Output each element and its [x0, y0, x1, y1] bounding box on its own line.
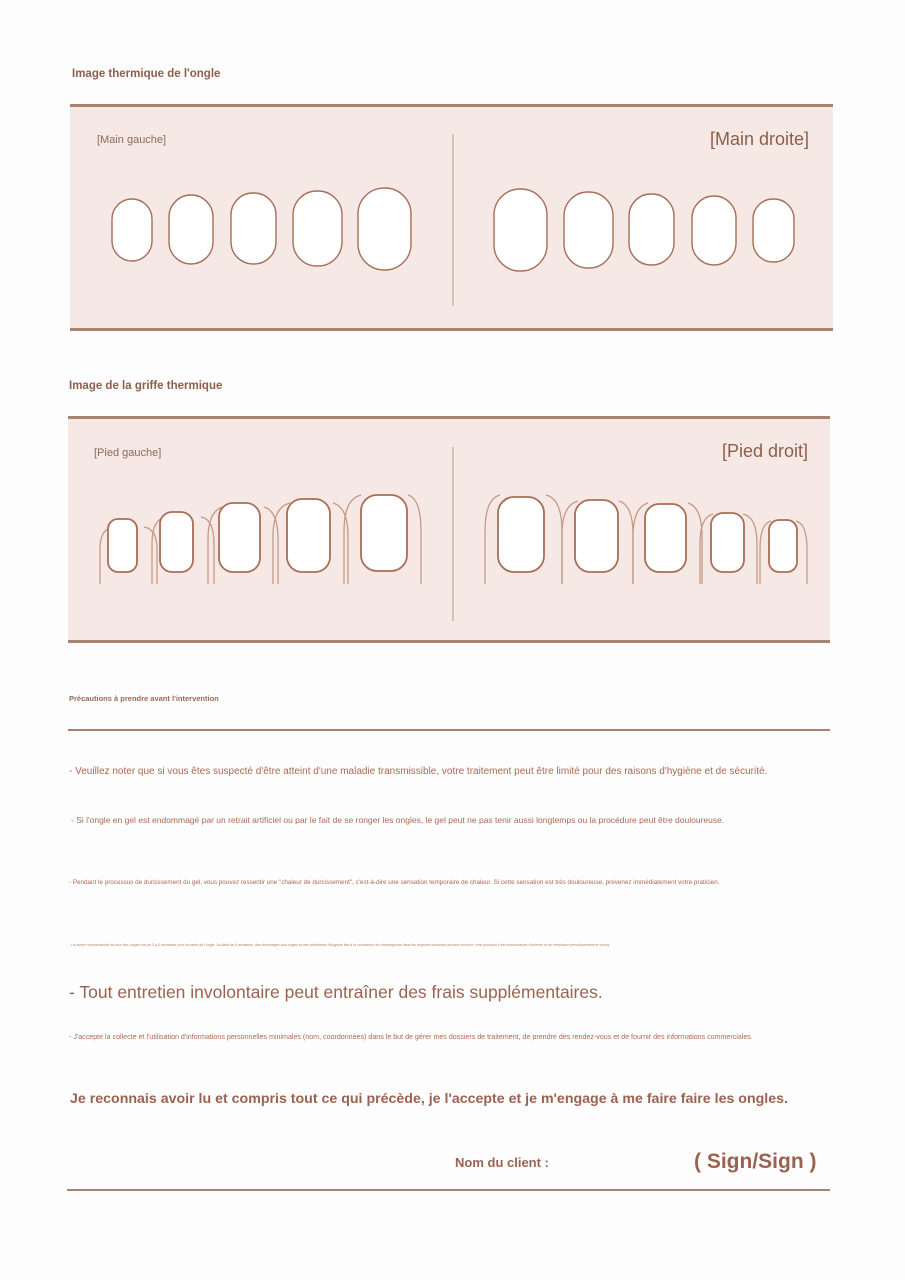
- left-foot-nail: [219, 503, 260, 572]
- right-foot-nail: [575, 500, 618, 572]
- right-hand-nail: [692, 196, 736, 265]
- left-hand-nail: [293, 191, 342, 266]
- left-hand-nail: [169, 195, 213, 264]
- toe-outline: [408, 495, 421, 584]
- nail-diagram-panel: [70, 104, 833, 331]
- acknowledgement-text: Je reconnais avoir lu et compris tout ce qui précède, je l'accepte et je m'engage à me faire faire les ongles.: [70, 1091, 788, 1107]
- left-hand-nail: [358, 188, 411, 270]
- right-hand-nail: [629, 194, 674, 265]
- client-name-label: Nom du client :: [455, 1155, 549, 1170]
- claw-section-title: Image de la griffe thermique: [69, 380, 223, 392]
- nail-section-title: Image thermique de l'ongle: [72, 68, 221, 80]
- precaution-item: - Veuillez noter que si vous êtes suspecté d'être atteint d'une maladie transmissible, votre traitement peut être limité pour des raisons d'hygiène et de sécurité.: [69, 766, 768, 777]
- toe-nails-drawing: [68, 419, 830, 646]
- hand-nails-drawing: [70, 107, 833, 334]
- right-hand-label: [Main droite]: [709, 129, 809, 149]
- left-foot-nail: [160, 512, 193, 572]
- precautions-rule: [68, 729, 830, 731]
- left-foot-label: [Pied gauche]: [94, 447, 162, 459]
- right-hand-nail: [564, 192, 613, 268]
- precaution-item: - La durée recommandée du soin des ongles est de 3 à 4 semaines pour la santé de l'ongle. Au-delà de 6 semaines, des dommages aux ongles et des problèmes d'hygiène liés à la croissance de champignons dans les espaces soulevés peuvent survenir, c'est pourquoi il est recommandé d'enlever et de remplacer périodiquement le vernis.: [69, 943, 611, 947]
- right-hand-nail: [494, 189, 547, 271]
- signature-rule: [67, 1189, 830, 1191]
- left-foot-nail: [287, 499, 330, 572]
- right-foot-nail: [769, 520, 797, 572]
- precaution-item: - J'accepte la collecte et l'utilisation d'informations personnelles minimales (nom, coordonnées) dans le but de gérer mes dossiers de traitement, de prendre des rendez-vous et de fournir des informations commerciales.: [69, 1033, 753, 1041]
- left-foot-nail: [361, 495, 407, 571]
- precaution-item: - Si l'ongle en gel est endommagé par un retrait artificiel ou par le fait de se ronger les ongles, le gel peut ne pas tenir aussi longtemps ou la procédure peut être douloureuse.: [71, 815, 725, 825]
- precautions-title: Précautions à prendre avant l'intervention: [69, 694, 219, 703]
- right-foot-label: [Pied droit]: [721, 441, 808, 461]
- toe-outline: [144, 527, 157, 584]
- precaution-item: - Tout entretien involontaire peut entraîner des frais supplémentaires.: [69, 982, 603, 1002]
- toe-outline: [743, 514, 757, 584]
- left-hand-label: [Main gauche]: [97, 134, 167, 146]
- toe-outline: [546, 495, 562, 584]
- right-foot-nail: [498, 497, 544, 572]
- left-foot-nail: [108, 519, 137, 572]
- left-hand-nail: [231, 193, 276, 264]
- right-foot-nail: [711, 513, 744, 572]
- toe-outline: [344, 495, 361, 584]
- toe-outline: [619, 501, 633, 584]
- left-hand-nail: [112, 199, 152, 261]
- signature-field[interactable]: ( Sign/Sign ): [694, 1150, 817, 1173]
- right-hand-nail: [753, 199, 794, 262]
- right-foot-nail: [645, 504, 686, 572]
- toe-diagram-panel: [68, 416, 830, 643]
- precaution-item: - Pendant le processus de durcissement du gel, vous pouvez ressentir une "chaleur de durcissement", c'est-à-dire une sensation temporaire de chaleur. Si cette sensation est très douloureuse, prévenez immédiatement votre praticien.: [69, 879, 720, 886]
